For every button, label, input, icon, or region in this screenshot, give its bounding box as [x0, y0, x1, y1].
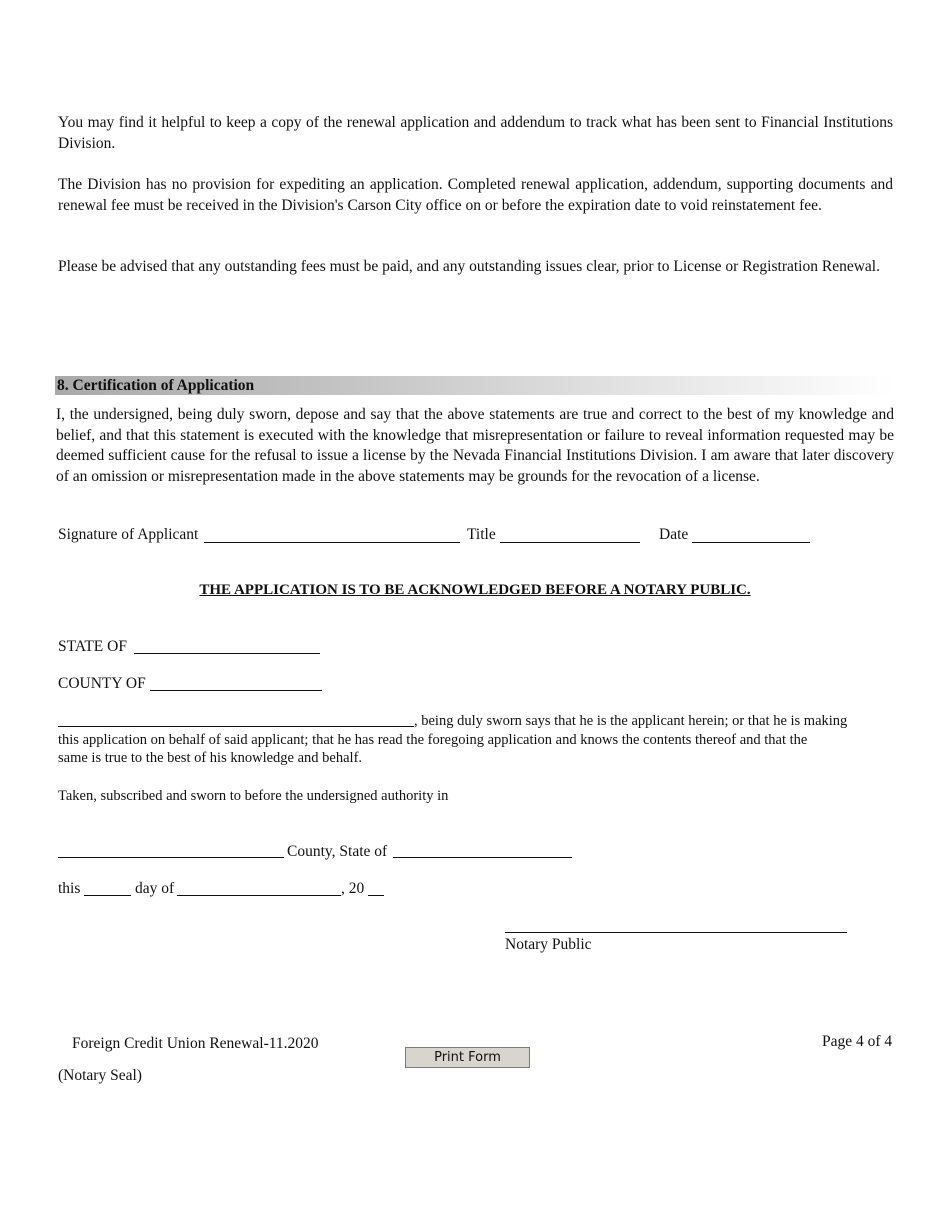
county-label: COUNTY OF: [58, 675, 146, 692]
title-label: Title: [467, 526, 496, 543]
sworn-statement-line3: same is true to the best of his knowledge and behalf.: [58, 750, 363, 766]
year-field[interactable]: [368, 895, 384, 896]
this-label: this: [58, 880, 81, 897]
state-label: STATE OF: [58, 638, 127, 655]
signature-label: Signature of Applicant: [58, 526, 199, 543]
taken-subscribed-text: Taken, subscribed and sworn to before the undersigned authority in: [58, 788, 449, 804]
signature-field[interactable]: [204, 542, 460, 543]
day-field[interactable]: [84, 895, 131, 896]
year-label: , 20: [341, 880, 365, 897]
day-of-label: day of: [135, 880, 175, 897]
county-state-label: County, State of: [287, 843, 388, 860]
sworn-county-field[interactable]: [58, 857, 284, 858]
date-label: Date: [659, 526, 689, 543]
page-number: Page 4 of 4: [822, 1033, 893, 1050]
affiant-name-field[interactable]: [58, 726, 414, 727]
section-title: 8. Certification of Application: [57, 377, 255, 394]
certification-text: I, the undersigned, being duly sworn, depose and say that the above statements are true and correct to the best of my knowledge and belief, and that this statement is executed with the knowledge that misrepresentation or failure to reveal information requested may be deemed sufficient cause for the refusal to issue a license by the Nevada Financial Institutions Division. I am aware that later discovery of an omission or misrepresentation made in the above statements may be grounds for the revocation of a license.: [56, 406, 894, 485]
notary-seal-label: (Notary Seal): [58, 1067, 142, 1084]
notary-heading: THE APPLICATION IS TO BE ACKNOWLEDGED BEFORE A NOTARY PUBLIC.: [199, 582, 751, 598]
state-field[interactable]: [134, 653, 320, 654]
sworn-state-field[interactable]: [393, 857, 572, 858]
intro-paragraph-copy: You may find it helpful to keep a copy of the renewal application and addendum to track what has been sent to Financial Institutions Division.: [58, 114, 893, 152]
county-field[interactable]: [150, 690, 322, 691]
form-id: Foreign Credit Union Renewal-11.2020: [72, 1035, 319, 1052]
print-form-button[interactable]: Print Form: [405, 1047, 530, 1068]
date-field[interactable]: [692, 542, 810, 543]
sworn-statement-line2: this application on behalf of said applicant; that he has read the foregoing application and knows the contents thereof and that the: [58, 732, 808, 748]
sworn-statement-line1: , being duly sworn says that he is the applicant herein; or that he is making: [414, 713, 848, 729]
notary-signature-field[interactable]: [505, 932, 847, 933]
month-field[interactable]: [177, 895, 341, 896]
title-field[interactable]: [500, 542, 640, 543]
intro-paragraph-outstanding-fees: Please be advised that any outstanding fees must be paid, and any outstanding issues clear, prior to License or Registration Renewal.: [58, 258, 880, 275]
intro-paragraph-expedite: The Division has no provision for expediting an application. Completed renewal application, addendum, supporting documents and renewal fee must be received in the Division's Carson City office on or before the expiration date to void reinstatement fee.: [58, 176, 893, 214]
notary-public-label: Notary Public: [505, 936, 592, 953]
